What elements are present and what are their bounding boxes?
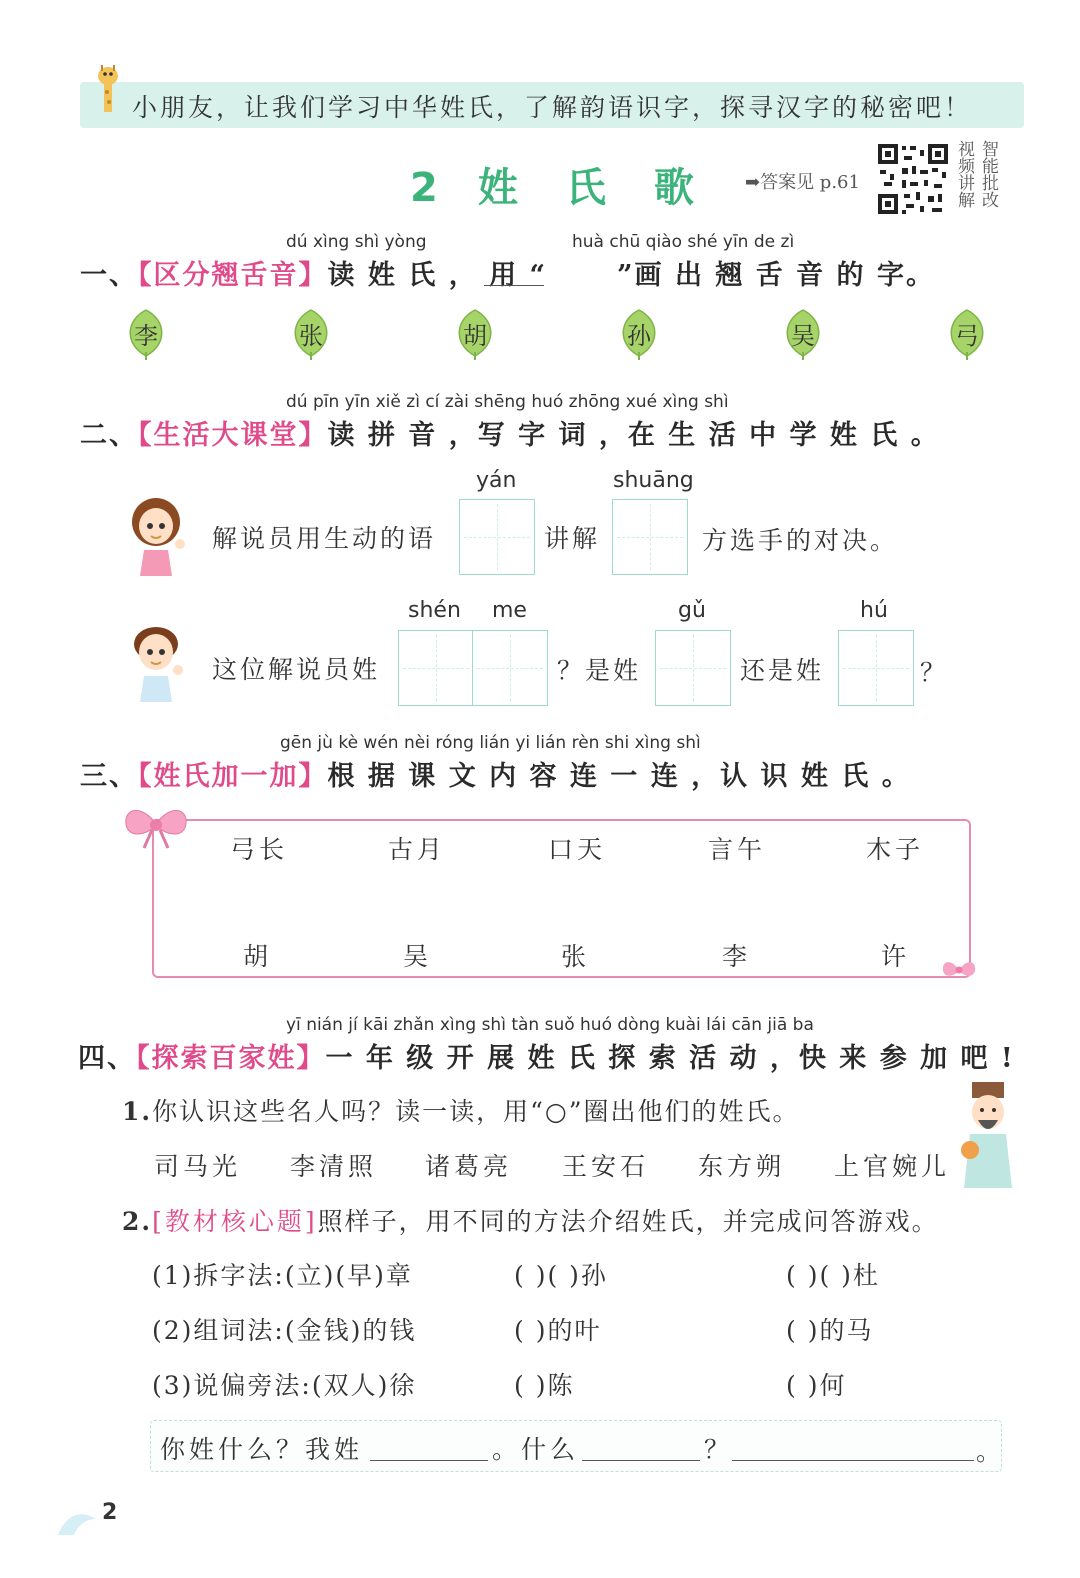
name-item[interactable]: 东方朔 xyxy=(698,1152,786,1181)
sentence1-pinyin1: yán xyxy=(476,468,517,493)
match-top-5[interactable]: 木子 xyxy=(866,835,925,864)
name-item[interactable]: 司马光 xyxy=(154,1152,242,1181)
method-row-2-label: (2)组词法:(金钱)的钱 xyxy=(152,1316,417,1345)
underline-sample xyxy=(484,285,544,286)
small-bow-icon xyxy=(942,958,976,984)
question1-text: 你认识这些名人吗？读一读，用“○”圈出他们的姓氏。 xyxy=(152,1097,800,1126)
title-char-3: 歌 xyxy=(653,165,694,211)
section2-heading xyxy=(80,413,940,452)
leaf-char: 弓 xyxy=(955,322,979,350)
match-top-1[interactable]: 弓长 xyxy=(230,835,289,864)
leaf-item[interactable] xyxy=(287,308,335,364)
question2-number: 2. xyxy=(122,1207,153,1236)
match-bottom-4[interactable]: 李 xyxy=(722,942,752,971)
method-row-3-label: (3)说偏旁法:(双人)徐 xyxy=(152,1371,417,1400)
sentence2-part4: ？ xyxy=(920,658,949,687)
section1-pinyin-a: dú xìng shì yòng xyxy=(286,232,427,252)
section2-instruction: 读 拼 音 ，写 字 词 ，在 生 活 中 学 姓 氏 。 xyxy=(327,420,940,451)
method-row-2-answer-a[interactable]: ( )的叶 xyxy=(514,1316,602,1345)
section4-heading xyxy=(78,1036,1015,1075)
qa-part-c: ？ xyxy=(704,1435,732,1464)
section2-pinyin: dú pīn yīn xiě zì cí zài shēng huó zhōng xué xìng shì xyxy=(286,392,729,412)
scholar-figure-icon xyxy=(952,1078,1024,1188)
qa-part-b: 。什么 xyxy=(492,1435,580,1464)
page-number: 2 xyxy=(102,1500,118,1525)
leaf-char: 张 xyxy=(299,322,323,350)
method-row-2-answer-b[interactable]: ( )的马 xyxy=(786,1316,874,1345)
leaf-item[interactable] xyxy=(122,308,170,364)
sentence2-part3: 还是姓 xyxy=(740,656,825,685)
name-item[interactable]: 李清照 xyxy=(290,1152,378,1181)
section1-heading xyxy=(80,253,935,292)
sentence2-part1: 这位解说员姓 xyxy=(212,655,381,684)
section1-pinyin-b: huà chū qiào shé yīn de zì xyxy=(572,232,795,252)
section4-prefix: 四、 xyxy=(78,1043,136,1074)
intro-text: 小朋友，让我们学习中华姓氏，了解韵语识字，探寻汉字的秘密吧！ xyxy=(132,93,973,122)
section3-heading xyxy=(80,754,911,793)
match-bottom-5[interactable]: 许 xyxy=(881,942,911,971)
match-top-3[interactable]: 口天 xyxy=(548,835,607,864)
section4-pinyin: yī nián jí kāi zhǎn xìng shì tàn suǒ huó dòng kuài lái cān jiā ba xyxy=(286,1015,814,1035)
leaf-char: 李 xyxy=(134,322,158,350)
question2-text: 照样子，用不同的方法介绍姓氏，并完成问答游戏。 xyxy=(317,1207,939,1236)
lesson-number: 2 xyxy=(410,165,438,211)
writing-box-shen[interactable] xyxy=(398,630,474,706)
sentence2-pinyin1b: me xyxy=(492,598,527,623)
writing-box-hu[interactable] xyxy=(838,630,914,706)
sentence2-part2: ？是姓 xyxy=(557,656,642,685)
name-item[interactable]: 王安石 xyxy=(562,1152,650,1181)
section3-prefix: 三、 xyxy=(80,761,138,792)
sentence2-pinyin1a: shén xyxy=(408,598,461,623)
method-row-3-answer-b[interactable]: ( )何 xyxy=(786,1371,847,1400)
method-row-3-answer-a[interactable]: ( )陈 xyxy=(514,1371,575,1400)
sentence1-part2: 讲解 xyxy=(544,524,601,553)
leaf-char: 胡 xyxy=(463,322,487,350)
section4-instruction: 一 年 级 开 展 姓 氏 探 索 活 动 ，快 来 参 加 吧 ! xyxy=(325,1043,1015,1074)
girl-avatar-icon xyxy=(122,494,194,576)
question1-number: 1. xyxy=(122,1097,153,1126)
section3-instruction: 根 据 课 文 内 容 连 一 连 ，认 识 姓 氏 。 xyxy=(327,761,911,792)
qa-part-d: 。 xyxy=(976,1437,1004,1466)
writing-box-gu[interactable] xyxy=(655,630,731,706)
leaf-char: 吴 xyxy=(791,322,815,350)
section1-prefix: 一、 xyxy=(80,260,138,291)
title-char-1: 姓 xyxy=(477,165,518,211)
section1-tag: 【区分翘舌音】 xyxy=(138,260,328,291)
section3-tag: 【姓氏加一加】 xyxy=(138,761,328,792)
name-item[interactable]: 上官婉儿 xyxy=(834,1152,951,1181)
qa-blank-2[interactable] xyxy=(582,1460,700,1461)
writing-box-me[interactable] xyxy=(472,630,548,706)
sentence1-part1: 解说员用生动的语 xyxy=(212,524,437,553)
leaf-item[interactable] xyxy=(615,308,663,364)
qr-label-grading: 智能批改 xyxy=(978,140,998,208)
match-bottom-1[interactable]: 胡 xyxy=(243,942,273,971)
method-row-1-label: (1)拆字法:(立)(早)章 xyxy=(152,1261,413,1290)
section3-pinyin: gēn jù kè wén nèi róng lián yi lián rèn shi xìng shì xyxy=(280,733,701,753)
match-bottom-3[interactable]: 张 xyxy=(561,942,591,971)
lesson-title xyxy=(410,156,694,213)
qa-part-a: 你姓什么？我姓 xyxy=(160,1435,364,1464)
leaf-item[interactable] xyxy=(451,308,499,364)
sentence2-pinyin3: hú xyxy=(860,598,888,623)
wave-decoration-icon xyxy=(56,1505,102,1539)
section2-prefix: 二、 xyxy=(80,420,138,451)
question2-tag: [教材核心题] xyxy=(152,1207,318,1236)
answer-reference[interactable]: ➡答案见 p.61 xyxy=(745,172,860,193)
qa-blank-1[interactable] xyxy=(370,1460,488,1461)
name-item[interactable]: 诸葛亮 xyxy=(425,1152,513,1181)
sentence2-pinyin2: gǔ xyxy=(678,598,706,623)
section1-instruction: 读 姓 氏 ， 用 “ xyxy=(327,260,548,291)
section1-instruction-end: ”画 出 翘 舌 音 的 字。 xyxy=(617,260,935,291)
leaf-item[interactable] xyxy=(779,308,827,364)
qa-blank-3[interactable] xyxy=(732,1460,974,1461)
qr-label-video: 视频讲解 xyxy=(954,140,974,208)
leaf-char: 孙 xyxy=(627,322,651,350)
sentence1-pinyin2: shuāng xyxy=(613,468,694,493)
question1 xyxy=(122,1092,800,1128)
giraffe-icon xyxy=(88,62,128,122)
match-bottom-2[interactable]: 吴 xyxy=(403,942,433,971)
match-top-2[interactable]: 古月 xyxy=(388,835,447,864)
bow-icon xyxy=(122,802,190,852)
sentence1-part3: 方选手的对决。 xyxy=(702,526,899,555)
question2 xyxy=(122,1202,939,1238)
method-row-1-answer-a[interactable]: ( )( )孙 xyxy=(514,1261,608,1290)
writing-box-shuang[interactable] xyxy=(612,499,688,575)
boy-avatar-icon xyxy=(126,622,190,702)
title-char-2: 氏 xyxy=(565,165,606,211)
qr-code-icon[interactable] xyxy=(876,142,950,216)
section4-tag: 【探索百家姓】 xyxy=(136,1043,326,1074)
writing-box-yan[interactable] xyxy=(459,499,535,575)
section2-tag: 【生活大课堂】 xyxy=(138,420,328,451)
leaf-item[interactable] xyxy=(943,308,991,364)
match-top-4[interactable]: 言午 xyxy=(708,835,767,864)
method-row-1-answer-b[interactable]: ( )( )杜 xyxy=(786,1261,880,1290)
